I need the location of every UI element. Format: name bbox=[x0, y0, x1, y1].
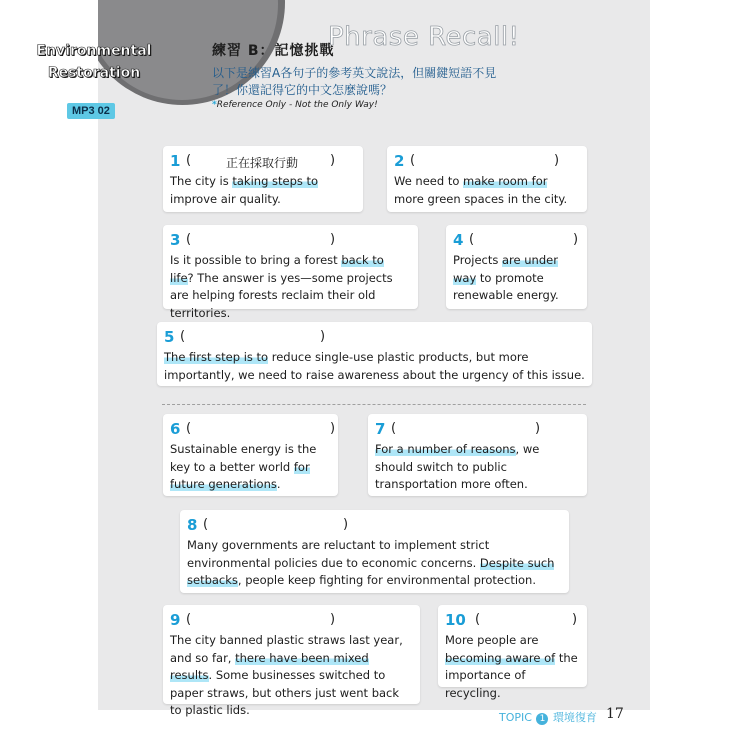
exercise-label: 練習 B：記憶挑戰 bbox=[212, 43, 335, 59]
key-phrase: For a number of reasons bbox=[375, 442, 516, 456]
sentence bbox=[164, 349, 585, 384]
open-paren: ( bbox=[180, 329, 186, 344]
question-line bbox=[394, 152, 580, 172]
question-number: 2 bbox=[394, 152, 405, 170]
sentence-before: Projects bbox=[453, 253, 502, 267]
section-divider bbox=[162, 404, 586, 405]
close-paren: ) bbox=[330, 232, 336, 247]
exercise-card-6 bbox=[163, 414, 338, 496]
open-paren: ( bbox=[186, 232, 192, 247]
sentence-after: to promote renewable energy. bbox=[453, 270, 559, 302]
question-line bbox=[375, 420, 580, 440]
answer-field[interactable]: 正在採取行動 bbox=[226, 156, 299, 170]
exercise-card-10 bbox=[438, 605, 587, 700]
close-paren: ) bbox=[330, 612, 336, 627]
sentence-before: We need to bbox=[394, 174, 464, 188]
exercise-card-9 bbox=[163, 605, 420, 717]
question-number: 9 bbox=[170, 611, 181, 629]
topic-number-badge: 1 bbox=[536, 713, 548, 725]
sentence bbox=[170, 441, 331, 494]
question-line bbox=[453, 231, 580, 251]
key-phrase: Despite such setbacks bbox=[187, 555, 555, 587]
reference-note-text: Reference Only - Not the Only Way! bbox=[216, 100, 378, 110]
sentence bbox=[445, 632, 580, 702]
sentence-before: Is it possible to bring a forest bbox=[170, 253, 342, 267]
exercise-card-4 bbox=[446, 225, 587, 309]
exercise-card-5 bbox=[157, 322, 592, 386]
sentence bbox=[170, 173, 356, 208]
key-phrase: are under way bbox=[453, 253, 558, 285]
close-paren: ) bbox=[330, 153, 336, 168]
sentence bbox=[170, 632, 413, 720]
sentence bbox=[453, 252, 580, 305]
topic-title: Environmental Restoration bbox=[36, 43, 152, 81]
question-number: 8 bbox=[187, 516, 198, 534]
key-phrase: make room for bbox=[463, 174, 548, 188]
footer-topic-label: TOPIC bbox=[499, 711, 532, 724]
exercise-card-3 bbox=[163, 225, 418, 320]
key-phrase: there have been mixed results bbox=[170, 650, 369, 682]
close-paren: ) bbox=[320, 329, 326, 344]
footer-topic bbox=[499, 709, 597, 725]
open-paren: ( bbox=[186, 612, 192, 627]
question-line bbox=[170, 420, 336, 440]
sentence-after: . Some businesses switched to paper straws, but others just went back to plastic lids. bbox=[170, 668, 400, 717]
instruction-text: 以下是練習A各句子的參考英文說法，但關鍵短語不見了！你還記得它的中文怎麼說嗎？ bbox=[212, 66, 497, 97]
sentence bbox=[170, 252, 411, 322]
sentence-after: , people keep fighting for environmental protection. bbox=[237, 573, 536, 587]
sentence bbox=[394, 173, 580, 208]
sentence-after: , we should switch to public transportation more often. bbox=[375, 442, 540, 491]
question-number: 6 bbox=[170, 420, 181, 438]
question-line bbox=[170, 152, 356, 172]
sentence-before: Many governments are reluctant to implement strict environmental policies due to economic concerns. bbox=[187, 538, 490, 570]
key-phrase: for future generations bbox=[170, 459, 310, 491]
open-paren: ( bbox=[186, 421, 192, 436]
phrase-recall-title: Phrase Recall! bbox=[328, 22, 520, 52]
close-paren: ) bbox=[572, 612, 578, 627]
question-number: 7 bbox=[375, 420, 386, 438]
close-paren: ) bbox=[573, 232, 579, 247]
asterisk-icon: * bbox=[212, 100, 217, 110]
sentence-after: improve air quality. bbox=[170, 191, 281, 206]
sentence bbox=[375, 441, 580, 494]
sentence-after: ? The answer is yes—some projects are helping forests reclaim their old territories. bbox=[170, 270, 393, 320]
sentence-after: . bbox=[276, 477, 281, 491]
sentence-after: reduce single-use plastic products, but more importantly, we need to raise awareness about the urgency of this issue. bbox=[164, 350, 585, 382]
sentence-before: Sustainable energy is the key to a better world bbox=[170, 442, 317, 474]
open-paren: ( bbox=[475, 612, 481, 627]
exercise-card-2 bbox=[387, 146, 587, 212]
question-number: 1 bbox=[170, 152, 181, 170]
close-paren: ) bbox=[554, 153, 560, 168]
key-phrase: back to life bbox=[170, 253, 384, 285]
key-phrase: taking steps to bbox=[232, 174, 319, 188]
sentence-before: The city banned plastic straws last year, and so far, bbox=[170, 633, 403, 665]
open-paren: ( bbox=[203, 517, 209, 532]
key-phrase: The first step is to bbox=[164, 350, 269, 364]
question-number: 3 bbox=[170, 231, 181, 249]
close-paren: ) bbox=[330, 421, 336, 436]
exercise-card-7 bbox=[368, 414, 587, 496]
footer-topic-name: 環境復育 bbox=[552, 711, 597, 724]
sentence-before: The city is bbox=[170, 174, 233, 188]
question-line bbox=[187, 516, 562, 536]
sentence-before: More people are bbox=[445, 633, 539, 647]
question-line bbox=[170, 611, 413, 631]
mp3-badge[interactable]: MP3 02 bbox=[67, 103, 115, 119]
close-paren: ) bbox=[343, 517, 349, 532]
exercise-card-1 bbox=[163, 146, 363, 212]
close-paren: ) bbox=[535, 421, 541, 436]
question-line bbox=[164, 328, 585, 348]
open-paren: ( bbox=[391, 421, 397, 436]
question-line bbox=[445, 611, 580, 631]
question-number: 4 bbox=[453, 231, 464, 249]
open-paren: ( bbox=[186, 153, 192, 168]
question-line bbox=[170, 231, 411, 251]
sentence bbox=[187, 537, 562, 590]
open-paren: ( bbox=[410, 153, 416, 168]
key-phrase: becoming aware of bbox=[445, 650, 556, 665]
exercise-card-8 bbox=[180, 510, 569, 593]
reference-note bbox=[212, 100, 378, 110]
page-number: 17 bbox=[606, 706, 624, 722]
question-number: 10 bbox=[445, 611, 466, 629]
question-number: 5 bbox=[164, 328, 175, 346]
sentence-after: more green spaces in the city. bbox=[394, 191, 568, 206]
sentence-after: the importance of recycling. bbox=[445, 650, 578, 700]
open-paren: ( bbox=[469, 232, 475, 247]
